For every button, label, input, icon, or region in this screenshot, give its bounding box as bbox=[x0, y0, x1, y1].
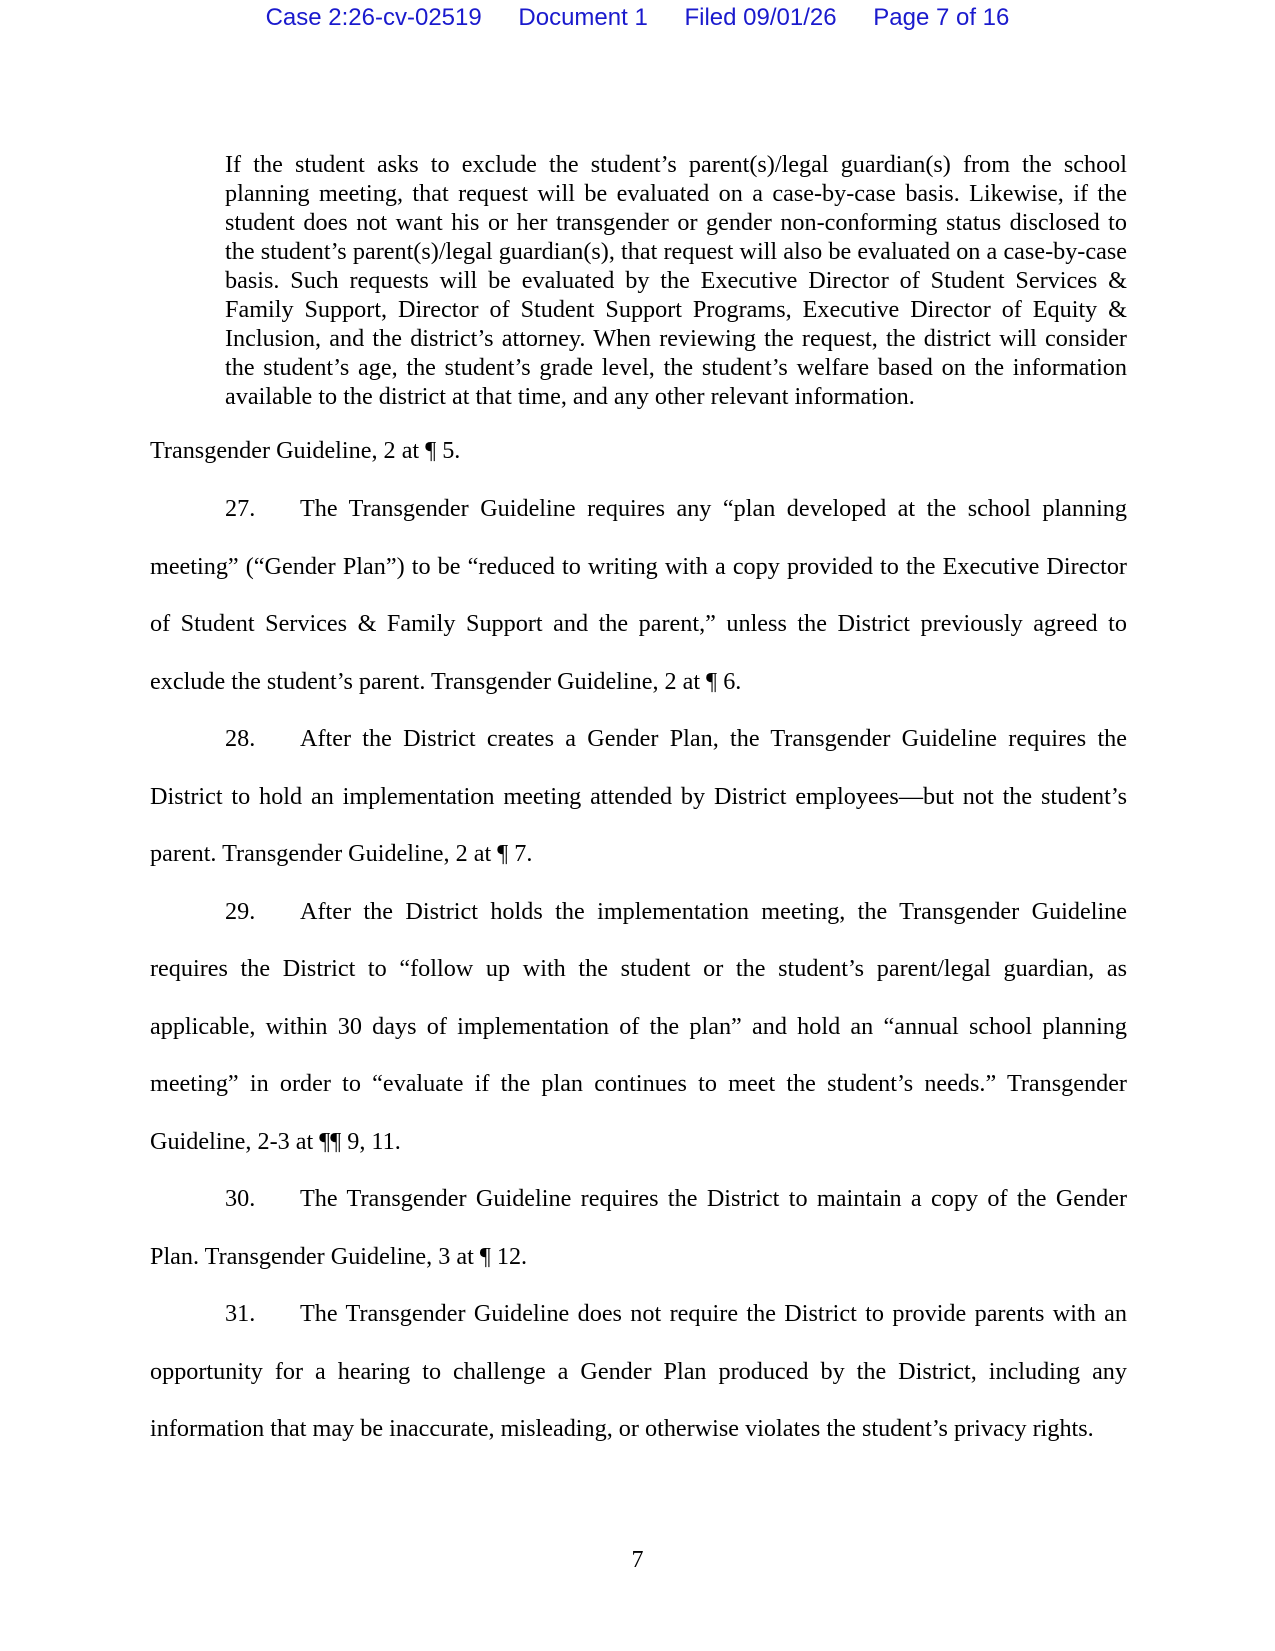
page-number: 7 bbox=[631, 1547, 644, 1573]
paragraph-text: After the District holds the implementation meeting, the Transgender Guideline requires the District to “follow up with the student or the student’s parent/legal guardian, as applicable, within 30 days of implementation of the plan” and hold an “annual school planning meeting” in order to “evaluate if the plan continues to meet the student’s needs.” Transgender Guideline, 2-3 at ¶¶ 9, 11. bbox=[150, 897, 1127, 1155]
paragraph-27 bbox=[150, 480, 1127, 710]
paragraph-number: 27. bbox=[225, 495, 256, 522]
block-quote: If the student asks to exclude the student’s parent(s)/legal guardian(s) from the school planning meeting, that request will be evaluated on a case-by-case basis. Likewise, if the student does not want his or her transgender or gender non-conforming status disclosed to the student’s parent(s)/legal guardian(s), that request will also be evaluated on a case-by-case basis. Such requests will be evaluated by the Executive Director of Student Services & Family Support, Director of Student Support Programs, Executive Director of Equity & Inclusion, and the district’s attorney. When reviewing the request, the district will consider the student’s age, the student’s grade level, the student’s welfare based on the information available to the district at that time, and any other relevant information. bbox=[225, 151, 1127, 410]
filed-date: Filed 09/01/26 bbox=[684, 4, 837, 31]
paragraph-28 bbox=[150, 710, 1127, 883]
document-number: Document 1 bbox=[518, 4, 648, 31]
paragraph-text: The Transgender Guideline requires any “plan developed at the school planning meeting” (“Gender Plan”) to be “reduced to writing with a copy provided to the Executive Director of Student Services & Family Support and the parent,” unless the District previously agreed to exclude the student’s parent. Transgender Guideline, 2 at ¶ 6. bbox=[150, 495, 1127, 695]
quote-citation: Transgender Guideline, 2 at ¶ 5. bbox=[150, 437, 461, 464]
paragraph-text: The Transgender Guideline requires the District to maintain a copy of the Gender Plan. Transgender Guideline, 3 at ¶ 12. bbox=[150, 1185, 1127, 1270]
numbered-paragraphs bbox=[150, 480, 1127, 1458]
case-header bbox=[0, 4, 1275, 32]
paragraph-number: 30. bbox=[225, 1185, 256, 1212]
paragraph-30 bbox=[150, 1170, 1127, 1285]
paragraph-text: The Transgender Guideline does not require the District to provide parents with an opportunity for a hearing to challenge a Gender Plan produced by the District, including any information that may be inaccurate, misleading, or otherwise violates the student’s privacy rights. bbox=[150, 1300, 1127, 1442]
paragraph-29 bbox=[150, 883, 1127, 1171]
paragraph-number: 28. bbox=[225, 725, 256, 752]
paragraph-number: 29. bbox=[225, 897, 256, 925]
paragraph-number: 31. bbox=[225, 1300, 256, 1327]
paragraph-text: After the District creates a Gender Plan, the Transgender Guideline requires the District to hold an implementation meeting attended by District employees—but not the student’s parent. Transgender Guideline, 2 at ¶ 7. bbox=[150, 725, 1127, 867]
paragraph-31 bbox=[150, 1285, 1127, 1458]
case-number: Case 2:26-cv-02519 bbox=[265, 4, 482, 31]
page-indicator: Page 7 of 16 bbox=[873, 4, 1010, 31]
